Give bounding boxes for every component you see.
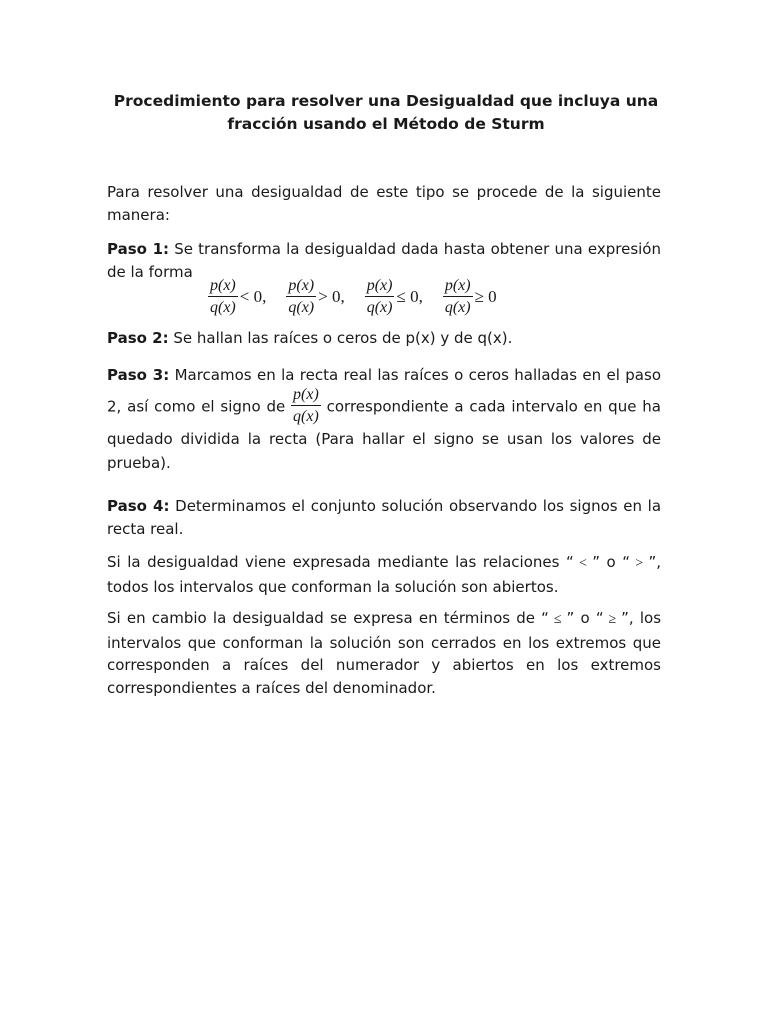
intro-paragraph: Para resolver una desigualdad de este tipo se procede de la siguiente manera:: [107, 183, 661, 224]
paso3-text-after: correspondiente a cada intervalo en que ha quedado dividida la recta (Para hallar el signo se usan los valores de prueba).: [107, 397, 661, 472]
fraction-denominator: q(x): [288, 299, 315, 316]
symbol-lt: <: [573, 556, 593, 571]
paso1-text: Se transforma la desigualdad dada hasta obtener una expresión de la forma: [107, 240, 661, 281]
fraction-denominator: q(x): [444, 299, 471, 316]
symbol-ge: ≥: [603, 612, 622, 627]
fraction-denominator: q(x): [366, 299, 393, 316]
fraction: [443, 277, 473, 317]
formula-lt: [208, 277, 266, 317]
symbol-le: ≤: [548, 612, 567, 627]
symbol-gt: >: [630, 556, 649, 571]
paso4-label: Paso 4:: [107, 497, 170, 515]
open-text-1: Si la desigualdad viene expresada mediante las relaciones “: [107, 553, 574, 571]
relation-le: ≤ 0,: [396, 287, 423, 306]
inequality-forms: [208, 277, 517, 317]
relation-gt: > 0,: [318, 287, 345, 306]
closed-text-2: ” o “: [566, 609, 604, 627]
paso1-label: Paso 1:: [107, 240, 170, 258]
formula-ge: [443, 277, 497, 317]
paso2-text: Se hallan las raíces o ceros de p(x) y de q(x).: [168, 329, 513, 347]
title-line-1: Procedimiento para resolver una Desigualdad que incluya una: [113, 92, 659, 110]
fraction: [208, 277, 238, 317]
open-intervals-paragraph: [107, 551, 661, 598]
closed-text-1: Si en cambio la desigualdad se expresa en términos de “: [107, 609, 549, 627]
paso2-paragraph: [107, 327, 661, 350]
paso3-label: Paso 3:: [107, 366, 170, 384]
title-line-2: fracción usando el Método de Sturm: [227, 115, 545, 133]
fraction: [286, 277, 316, 317]
paso3-paragraph: [107, 363, 661, 475]
document-title: [96, 90, 676, 136]
relation-lt: < 0,: [239, 287, 267, 306]
fraction-denominator: q(x): [293, 408, 319, 425]
formula-le: [365, 277, 423, 317]
open-text-2: ” o “: [592, 553, 631, 571]
fraction-denominator: q(x): [210, 299, 236, 316]
open-text-3: ”, todos los intervalos que conforman la solución son abiertos.: [107, 553, 662, 596]
paso4-paragraph: [107, 495, 661, 540]
closed-intervals-paragraph: [107, 607, 661, 699]
formula-gt: [286, 277, 344, 317]
fraction-numerator: p(x): [291, 386, 321, 406]
paso2-label: Paso 2:: [107, 329, 169, 347]
relation-ge: ≥ 0: [474, 287, 497, 306]
closed-text-3: ”, los intervalos que conforman la solución son cerrados en los extremos que corresponden a raíces del numerador y abiertos en los extremos correspondientes a raíces del denominador.: [107, 609, 662, 697]
fraction: [365, 277, 395, 317]
fraction-numerator: p(x): [286, 277, 316, 297]
inline-fraction: [291, 386, 321, 426]
paso3-text-before: Marcamos en la recta real las raíces o ceros halladas en el paso 2, así como el signo de: [107, 366, 661, 416]
fraction-numerator: p(x): [365, 277, 395, 297]
paso4-text: Determinamos el conjunto solución observando los signos en la recta real.: [107, 497, 662, 538]
fraction-numerator: p(x): [208, 277, 238, 297]
fraction-numerator: p(x): [443, 277, 473, 297]
